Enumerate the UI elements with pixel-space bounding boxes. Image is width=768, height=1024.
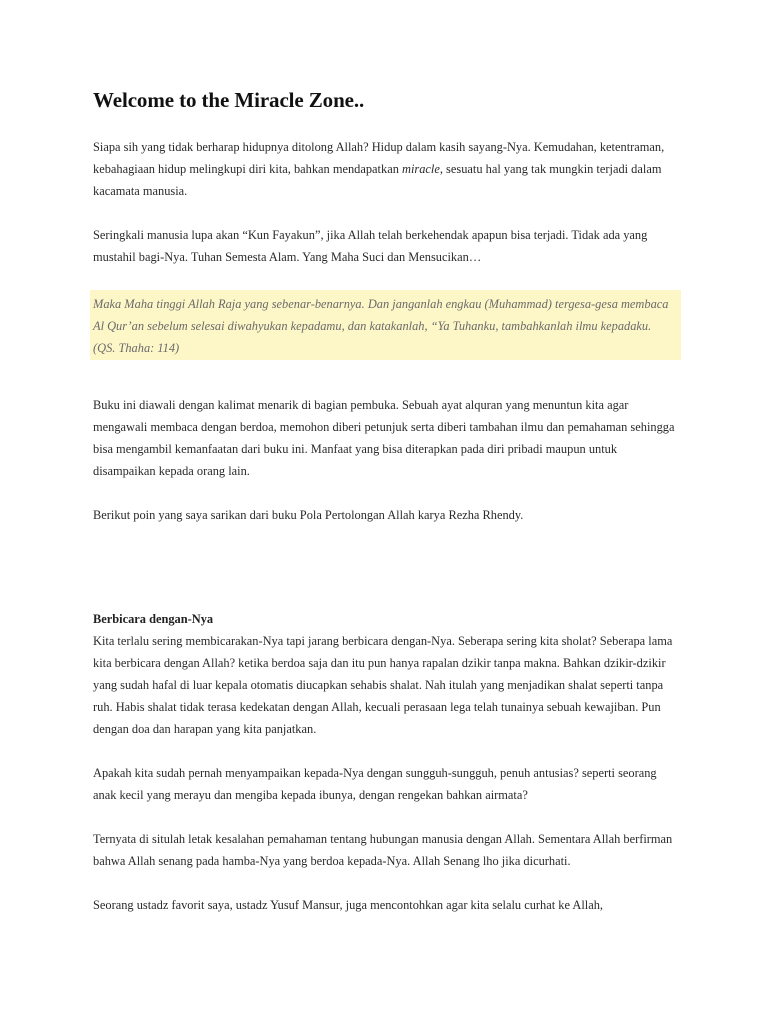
section-spacer bbox=[93, 548, 678, 608]
body-paragraph-2: Berikut poin yang saya sarikan dari buku Pola Pertolongan Allah karya Rezha Rhendy. bbox=[93, 508, 524, 522]
article bbox=[93, 86, 678, 938]
intro-paragraph-1 bbox=[93, 136, 678, 202]
section-paragraph-4: Seorang ustadz favorit saya, ustadz Yusuf Mansur, juga mencontohkan agar kita selalu curhat ke Allah, bbox=[93, 898, 604, 912]
section-paragraph-2: Apakah kita sudah pernah menyampaikan kepada-Nya dengan sungguh-sungguh, penuh antusias? seperti seorang anak kecil yang merayu dan mengiba kepada ibunya, dengan rengekan bahkan airmata? bbox=[93, 766, 657, 802]
quote-text: Maka Maha tinggi Allah Raja yang sebenar-benarnya. Dan janganlah engkau (Muhammad) tergesa-gesa membaca Al Qur’an sebelum selesai diwahyukan kepadamu, dan katakanlah, “Ya Tuhanku, tambahkanlah ilmu kepadaku. bbox=[93, 297, 669, 333]
section-paragraph-3: Ternyata di situlah letak kesalahan pemahaman tentang hubungan manusia dengan Allah. Sementara Allah berfirman bahwa Allah senang pada hamba-Nya yang berdoa kepada-Nya. Allah Senang lho jika dicurhati. bbox=[93, 832, 673, 868]
quote-highlight bbox=[90, 290, 681, 360]
quote-block bbox=[93, 290, 678, 360]
article-title: Welcome to the Miracle Zone.. bbox=[93, 88, 365, 112]
intro-paragraph-1-text-after: , sesuatu hal yang tak mungkin terjadi dalam kacamata manusia. bbox=[93, 162, 662, 198]
intro-paragraph-1-text-before: Siapa sih yang tidak berharap hidupnya ditolong Allah? Hidup dalam kasih sayang-Nya. Kemudahan, ketentraman, kebahagiaan hidup melingkupi diri kita, bahkan mendapatkan bbox=[93, 140, 665, 176]
intro-paragraph-2: Seringkali manusia lupa akan “Kun Fayakun”, jika Allah telah berkehendak apapun bisa terjadi. Tidak ada yang mustahil bagi-Nya. Tuhan Semesta Alam. Yang Maha Suci dan Mensucikan… bbox=[93, 228, 648, 264]
section-paragraph-1: Kita terlalu sering membicarakan-Nya tapi jarang berbicara dengan-Nya. Seberapa sering kita sholat? Seberapa lama kita berbicara dengan Allah? ketika berdoa saja dan itu pun hanya rapalan dzikir tanpa makna. Bahkan dzikir-dzikir yang sudah hafal di luar kepala otomatis diucapkan sehabis shalat. Nah itulah yang menjadikan shalat seperti tanpa ruh. Habis shalat tidak terasa kedekatan dengan Allah, kecuali perasaan lega telah tunainya sebuah kewajiban. Pun dengan doa dan harapan yang kita panjatkan. bbox=[93, 634, 673, 736]
intro-paragraph-1-italic: miracle bbox=[402, 162, 440, 176]
quote-source: (QS. Thaha: 114) bbox=[93, 341, 180, 355]
section-heading: Berbicara dengan-Nya bbox=[93, 612, 214, 626]
body-paragraph-1: Buku ini diawali dengan kalimat menarik di bagian pembuka. Sebuah ayat alquran yang menuntun kita agar mengawali membaca dengan berdoa, memohon diberi petunjuk serta diberi tambahan ilmu dan pemahaman sehingga bisa mengambil kemanfaatan dari buku ini. Manfaat yang bisa diterapkan pada diri pribadi maupun untuk disampaikan kepada orang lain. bbox=[93, 398, 675, 478]
